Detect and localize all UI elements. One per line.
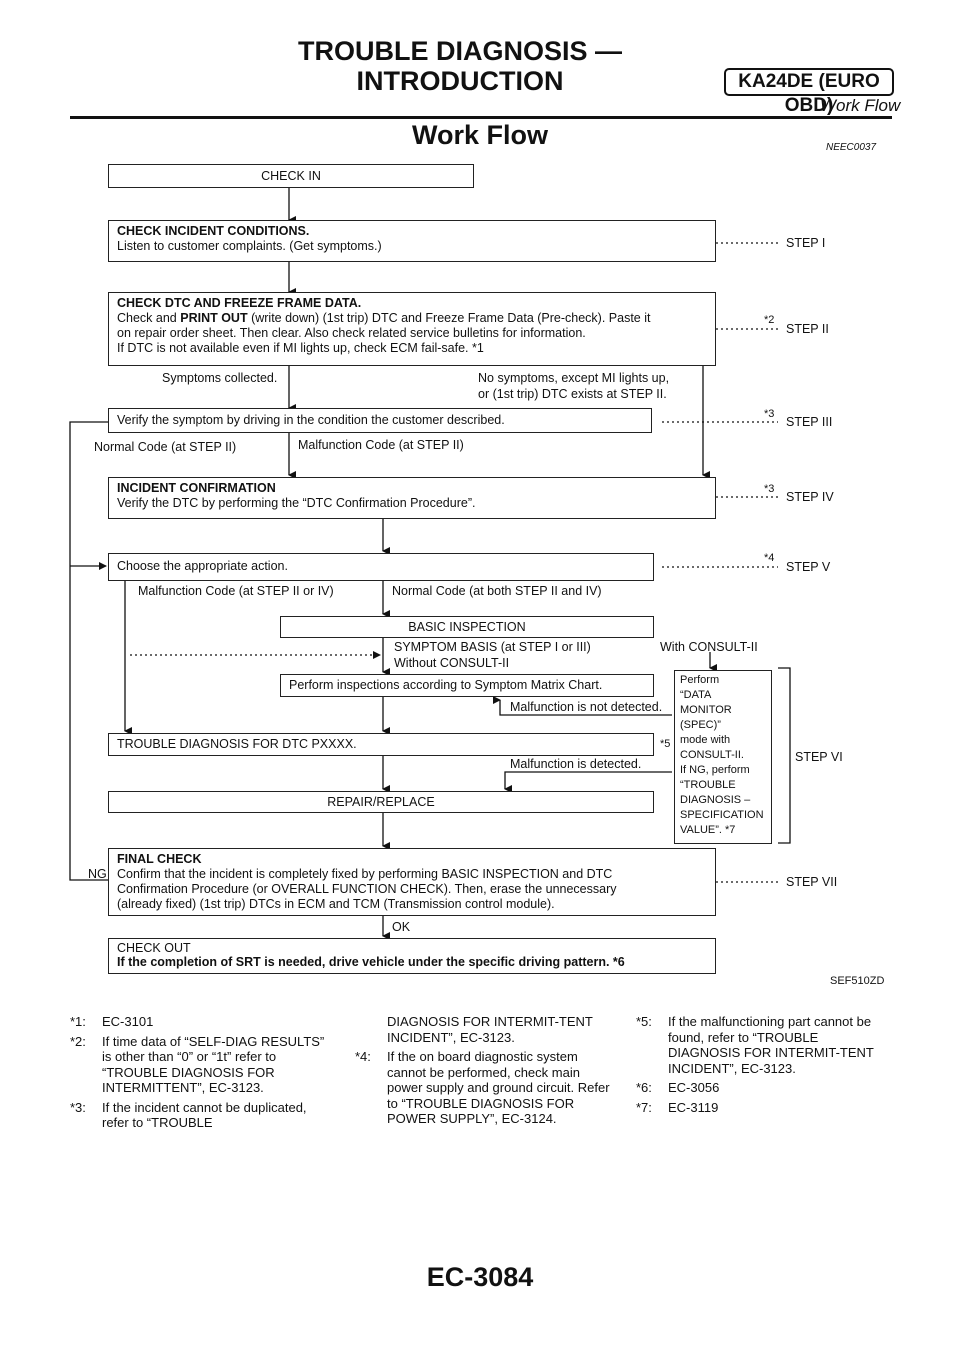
ng-label: NG [88,867,107,881]
consult-line: “TROUBLE [680,779,736,791]
incident-confirmation-title: INCIDENT CONFIRMATION [117,481,276,495]
consult-line: mode with [680,734,731,746]
consult-line: SPECIFICATION [680,809,764,821]
incident-conditions-title: CHECK INCIDENT CONDITIONS. [117,224,310,238]
consult-line: If NG, perform [680,764,750,776]
consult-line: CONSULT-II. [680,749,744,761]
normal-code-both-label: Normal Code (at both STEP II and IV) [392,584,602,598]
page-number: EC-3084 [426,1262,534,1292]
notes-col-1 [70,1014,330,1135]
note-item [636,1100,886,1116]
note-key: *5: [636,1014,652,1029]
note-text: If time data of “SELF-DIAG RESULTS” is other than “0” or “1t” refer to “TROUBLE DIAGNOSIS FOR INTERMITTENT”, EC-3123. [102,1033,325,1095]
malfunction-not-detected-label: Malfunction is not detected. [510,700,663,714]
consult-line: (SPEC)” [680,719,721,731]
malfunction-code-step2-label: Malfunction Code (at STEP II) [298,438,464,452]
with-consult-label: With CONSULT-II [660,640,758,654]
without-consult-label: Without CONSULT-II [394,656,510,670]
asterisk-2: *2 [764,314,775,326]
step-2-label: STEP II [786,322,829,336]
note-item [70,1034,330,1096]
incident-confirmation-text: Verify the DTC by performing the “DTC Confirmation Procedure”. [117,496,476,510]
note-text: If the malfunctioning part cannot be found, refer to “TROUBLE DIAGNOSIS FOR INTERMIT-TENT INCIDENT”, EC-3123. [668,1014,874,1076]
basic-inspection-box: BASIC INSPECTION [280,616,654,638]
consult-line: DIAGNOSIS – [680,794,751,806]
asterisk-5: *5 [660,738,671,750]
note-text: If the on board diagnostic system cannot be performed, check main power supply and ground circuit. Refer to “TROUBLE DIAGNOSIS FOR POWER SUPPLY”, EC-3124. [387,1049,610,1126]
consult-line: VALUE”. *7 [680,824,736,836]
note-item [70,1014,330,1030]
asterisk-4: *4 [764,552,775,564]
dtc-freeze-l1b: PRINT OUT [180,311,248,325]
malfunction-code-2-4-label: Malfunction Code (at STEP II or IV) [138,584,334,598]
verify-box: Verify the symptom by driving in the condition the customer described. [108,408,652,433]
note-text: If the incident cannot be duplicated, refer to “TROUBLE [102,1099,307,1130]
section-title: Work Flow [411,120,548,150]
incident-conditions-box [108,220,716,262]
section-ref-code: NEEC0037 [826,142,877,153]
note-key: *6: [636,1080,652,1095]
step-3-label: STEP III [786,415,833,429]
step-6-label: STEP VI [795,750,843,764]
asterisk-3b: *3 [764,483,775,495]
step-4-label: STEP IV [786,490,834,504]
incident-confirmation-box [108,477,716,519]
consult-line: MONITOR [680,704,732,716]
check-out-text: If the completion of SRT is needed, drive vehicle under the specific driving pattern. *6 [117,955,625,969]
step-7-label: STEP VII [786,875,838,889]
note-key: *1: [70,1014,86,1029]
engine-badge: KA24DE (EURO OBD) [724,68,894,96]
arrow-detected [505,772,672,789]
dtc-freeze-l1a: Check and [117,311,181,325]
check-out-title: CHECK OUT [117,941,191,955]
perform-inspections-box: Perform inspections according to Symptom Matrix Chart. [280,674,654,697]
consult-line: Perform [680,674,720,686]
no-symptoms-label-2: or (1st trip) DTC exists at STEP II. [478,387,667,401]
note-continuation: DIAGNOSIS FOR INTERMIT-TENT INCIDENT”, EC-3123. [387,1014,593,1045]
final-check-l2: Confirmation Procedure (or OVERALL FUNCTION CHECK). Then, erase the unnecessary [117,882,617,896]
note-text: EC-3101 [102,1014,154,1029]
check-in-box: CHECK IN [108,164,474,188]
bracket-step6 [778,668,790,843]
step-5-label: STEP V [786,560,831,574]
symptoms-collected-label: Symptoms collected. [162,371,278,385]
final-check-l3: (already fixed) (1st trip) DTCs in ECM and TCM (Transmission control module). [117,897,555,911]
notes-col-3 [636,1014,886,1119]
check-out-box [108,938,716,974]
dtc-freeze-l1c: (write down) (1st trip) DTC and Freeze Frame Data (Pre-check). Paste it [247,311,651,325]
consult-line: “DATA [680,689,712,701]
note-text: EC-3119 [668,1099,719,1115]
note-text: EC-3056 [668,1080,720,1095]
note-key: *2: [70,1033,86,1049]
asterisk-3a: *3 [764,408,775,420]
final-check-box [108,848,716,916]
note-key: *7: [636,1099,652,1115]
final-check-l1: Confirm that the incident is completely fixed by performing BASIC INSPECTION and DTC [117,867,613,881]
note-key: *4: [355,1049,371,1064]
notes-col-2 [355,1014,615,1131]
consult-box [674,670,772,844]
repair-replace-box: REPAIR/REPLACE [108,791,654,813]
incident-conditions-text: Listen to customer complaints. (Get symptoms.) [117,239,382,253]
malfunction-detected-label: Malfunction is detected. [510,757,642,771]
step-1-label: STEP I [786,236,826,250]
ok-label: OK [392,920,411,934]
no-symptoms-label-1: No symptoms, except MI lights up, [478,371,670,385]
header-title-line1: TROUBLE DIAGNOSIS — [297,36,622,66]
final-check-title: FINAL CHECK [117,852,202,866]
note-item [636,1014,886,1076]
header-subtitle: Work Flow [820,96,901,115]
header-title-line2: INTRODUCTION [356,66,564,96]
choose-action-box: Choose the appropriate action. [108,553,654,581]
note-item [355,1049,615,1127]
dtc-freeze-box [108,292,716,366]
note-item [636,1080,886,1096]
loop-left-outer [70,422,108,880]
normal-code-step2-label: Normal Code (at STEP II) [94,440,237,454]
dtc-freeze-l3: If DTC is not available even if MI lights up, check ECM fail-safe. *1 [117,341,484,355]
trouble-diag-dtc-box: TROUBLE DIAGNOSIS FOR DTC PXXXX. [108,733,654,756]
figure-code: SEF510ZD [830,975,885,987]
dtc-freeze-l2: on repair order sheet. Then clear. Also check related service bulletins for information. [117,326,586,340]
note-key: *3: [70,1099,86,1115]
note-item [70,1100,330,1131]
symptom-basis-label: SYMPTOM BASIS (at STEP I or III) [394,640,591,654]
dtc-freeze-title: CHECK DTC AND FREEZE FRAME DATA. [117,296,362,310]
